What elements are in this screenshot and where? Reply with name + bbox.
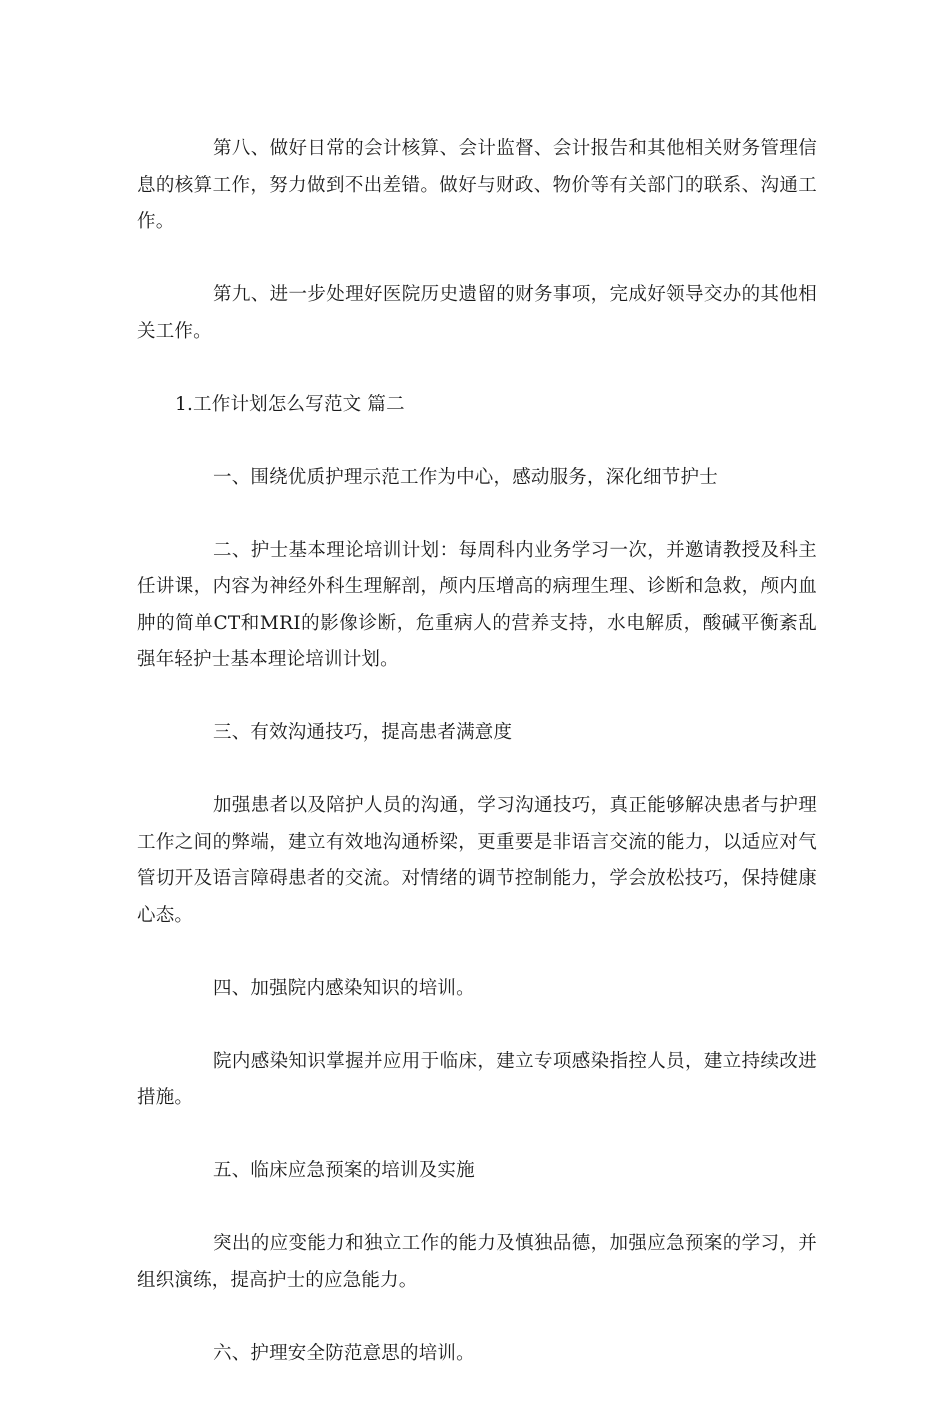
paragraph-item-3-body: 加强患者以及陪护人员的沟通，学习沟通技巧，真正能够解决患者与护理工作之间的弊端，建立有效地沟通桥梁，更重要是非语言交流的能力，以适应对气管切开及语言障碍患者的交流。对情绪的调节控制能力，学会放松技巧，保持健康心态。	[137, 795, 817, 926]
paragraph-item-2: 二、护士基本理论培训计划：每周科内业务学习一次，并邀请教授及科主任讲课，内容为神经外科生理解剖，颅内压增高的病理生理、诊断和急救，颅内血肿的简单CT和MRI的影像诊断，危重病人的营养支持，水电解质，酸碱平衡紊乱强年轻护士基本理论培训计划。	[137, 539, 817, 670]
section-heading: 1.工作计划怎么写范文 篇二	[175, 393, 405, 415]
paragraph-item-8: 第八、做好日常的会计核算、会计监督、会计报告和其他相关财务管理信息的核算工作，努力做到不出差错。做好与财政、物价等有关部门的联系、沟通工作。	[137, 138, 817, 232]
paragraph-item-9: 第九、进一步处理好医院历史遗留的财务事项，完成好领导交办的其他相关工作。	[137, 284, 817, 342]
paragraph-item-3: 三、有效沟通技巧，提高患者满意度	[213, 722, 513, 743]
paragraph-item-5-body: 突出的应变能力和独立工作的能力及慎独品德，加强应急预案的学习，并组织演练，提高护士的应急能力。	[137, 1233, 817, 1291]
document-body	[137, 131, 817, 1409]
paragraph-item-6: 六、护理安全防范意思的培训。	[213, 1342, 475, 1364]
paragraph-item-1: 一、围绕优质护理示范工作为中心，感动服务，深化细节护士	[213, 466, 718, 488]
paragraph-item-4-body: 院内感染知识掌握并应用于临床，建立专项感染指控人员，建立持续改进措施。	[137, 1050, 817, 1108]
paragraph-item-4: 四、加强院内感染知识的培训。	[213, 977, 475, 999]
paragraph-item-5: 五、临床应急预案的培训及实施	[213, 1160, 475, 1181]
